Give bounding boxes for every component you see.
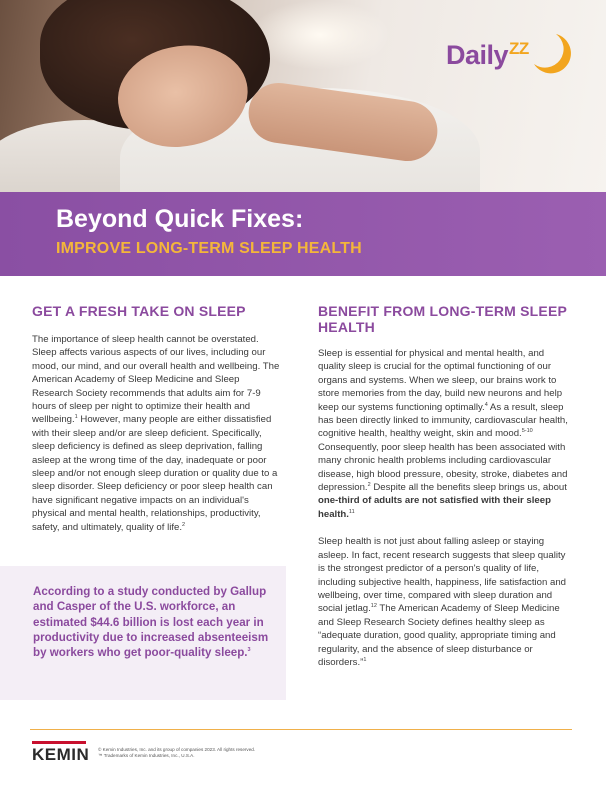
left-column [32, 303, 282, 534]
title-banner [0, 192, 606, 276]
right-column [318, 303, 574, 669]
kemin-logo-mark [32, 741, 86, 744]
left-paragraph: The importance of sleep health cannot be overstated. Sleep affects various aspects of our lives, including our mood, our mind, and our overall health and wellbeing. The American Academy of Sleep Medicine and Sleep Research Society recommends that adults aim for 7-9 hours of sleep per night to optimize their health and wellbeing.$^1$ However, many people are either dissatisfied with their sleep and/or are sleep deficient. Specifically, sleep deficiency is defined as sleep deprivation, falling asleep at the wrong time of the day, inadequate or poor sleep and/or not enough sleep duration or quality due to a sleep disorder. Sleep deficiency or poor sleep health can have significant negative impacts on an individual's physical and mental health, relationships, productivity, safety, and ultimately, quality of life.$^2$ [32, 334, 280, 533]
moon-swoosh-icon [526, 30, 572, 76]
pull-quote [0, 566, 286, 700]
page-title: Beyond Quick Fixes: [56, 205, 304, 233]
pull-quote-text: According to a study conducted by Gallup and Casper of the U.S. workforce, an estimated $44.6 billion is lost each year in productivity due to increased absenteeism by workers who get poor-quality sleep.$^3$ [33, 585, 269, 660]
right-heading: BENEFIT FROM LONG-TERM SLEEP HEALTH [318, 303, 567, 335]
footer-legal: © Kemin Industries, Inc. and its group of companies 2023. All rights reserved. ™ Trademarks of Kemin Industries, Inc., U.S.A. [98, 747, 256, 758]
page-subtitle: IMPROVE LONG-TERM SLEEP HEALTH [56, 240, 362, 257]
light-glow [250, 0, 390, 70]
dailyzz-logo: Daily$^{ZZ}$ [446, 39, 529, 70]
kemin-logo: KEMIN [32, 745, 90, 764]
footer-divider [30, 729, 572, 730]
left-heading: GET A FRESH TAKE ON SLEEP [32, 303, 246, 319]
hero-photo [0, 0, 606, 192]
right-paragraph-1: Sleep is essential for physical and mental health, and quality sleep is crucial for the optimal functioning of our organs and systems. When we sleep, our brains work to store memories from the day, build new neurons and help keep our systems functioning optimally.$^4$ As a result, sleep has been directly linked to immunity, cardiovascular health, cognitive health, healthy weight, skin and mood.$^{5-10}$ Consequently, poor sleep health has been associated with many chronic health problems including cardiovascular disease, high blood pressure, obesity, stroke, diabetes and depression.$^2$ Despite all the benefits sleep brings us, about one-third of adults are not satisfied with their sleep health.$^{11}$ [318, 348, 568, 520]
right-paragraph-2: Sleep health is not just about falling asleep or staying asleep. In fact, recent research suggests that sleep quality is the strongest predictor of a person's quality of life, including subjective health, happiness, life satisfaction and wellbeing, over time, compared with sleep duration and social jetlag.$^{12}$ The American Academy of Sleep Medicine and Sleep Research Society defines healthy sleep as “adequate duration, good quality, appropriate timing and regularity, and the absence of sleep disturbance or disorders.”$^1$ [318, 536, 566, 668]
